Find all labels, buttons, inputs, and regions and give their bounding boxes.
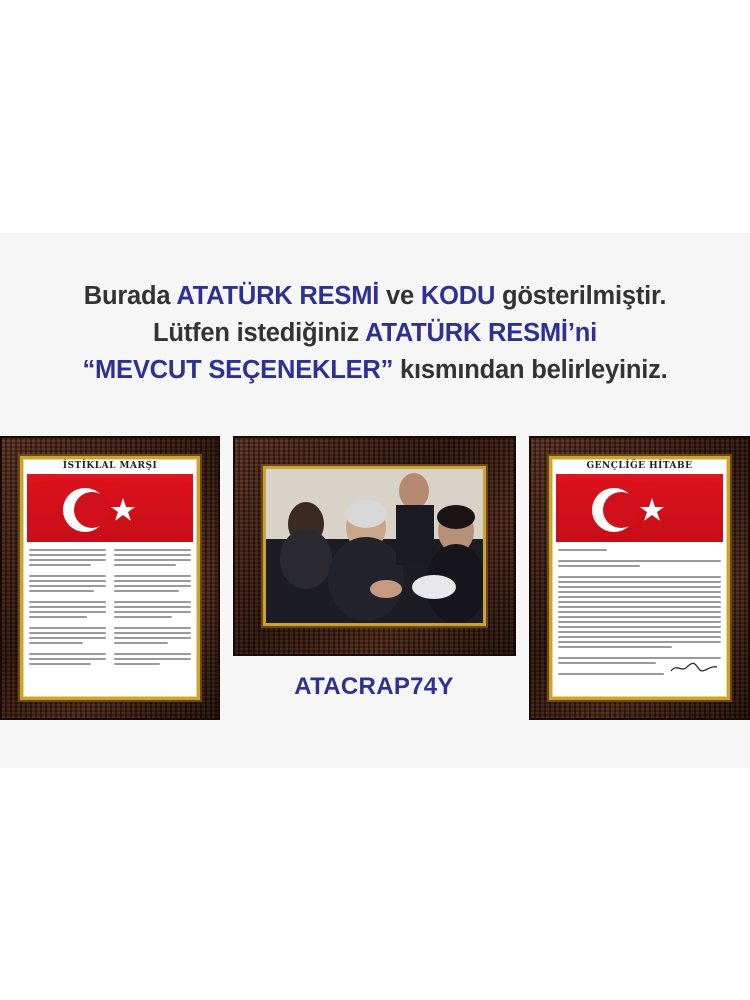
headline-text: ve — [379, 282, 421, 310]
headline-text: Lütfen istediğiniz — [153, 319, 366, 347]
poster-panel — [549, 456, 730, 700]
product-code: ATACRAP74Y — [294, 673, 454, 700]
headline-highlight: ATATÜRK RESMİ — [365, 319, 568, 347]
headline-highlight: ’ni — [567, 319, 597, 347]
istiklal-marsi-frame — [0, 436, 220, 720]
headline-line-3 — [0, 352, 750, 389]
signature-image — [669, 661, 719, 675]
poster-title: İSTİKLAL MARŞI — [62, 461, 158, 471]
poem-text-block — [29, 549, 191, 691]
turkish-flag-image — [27, 474, 193, 542]
headline-text: kısmından belirleyiniz. — [393, 356, 668, 384]
headline-line-2 — [0, 315, 750, 352]
genclige-hitabe-frame — [529, 436, 750, 720]
headline-text: Burada — [83, 282, 177, 310]
poster-title: GENÇLİĞE HİTABE — [586, 461, 693, 471]
headline-highlight: KODU — [420, 282, 496, 310]
speech-text-block — [558, 549, 721, 691]
headline-highlight: “MEVCUT SEÇENEKLER” — [82, 356, 394, 384]
headline-line-1 — [0, 278, 750, 315]
ataturk-photo-frame — [233, 436, 516, 656]
headline-text: gösterilmiştir. — [495, 282, 667, 310]
poster-panel — [20, 456, 200, 700]
turkish-flag-image — [556, 474, 723, 542]
instruction-headline — [0, 278, 750, 389]
headline-highlight: ATATÜRK RESMİ — [176, 282, 380, 310]
ataturk-photo — [263, 466, 486, 626]
